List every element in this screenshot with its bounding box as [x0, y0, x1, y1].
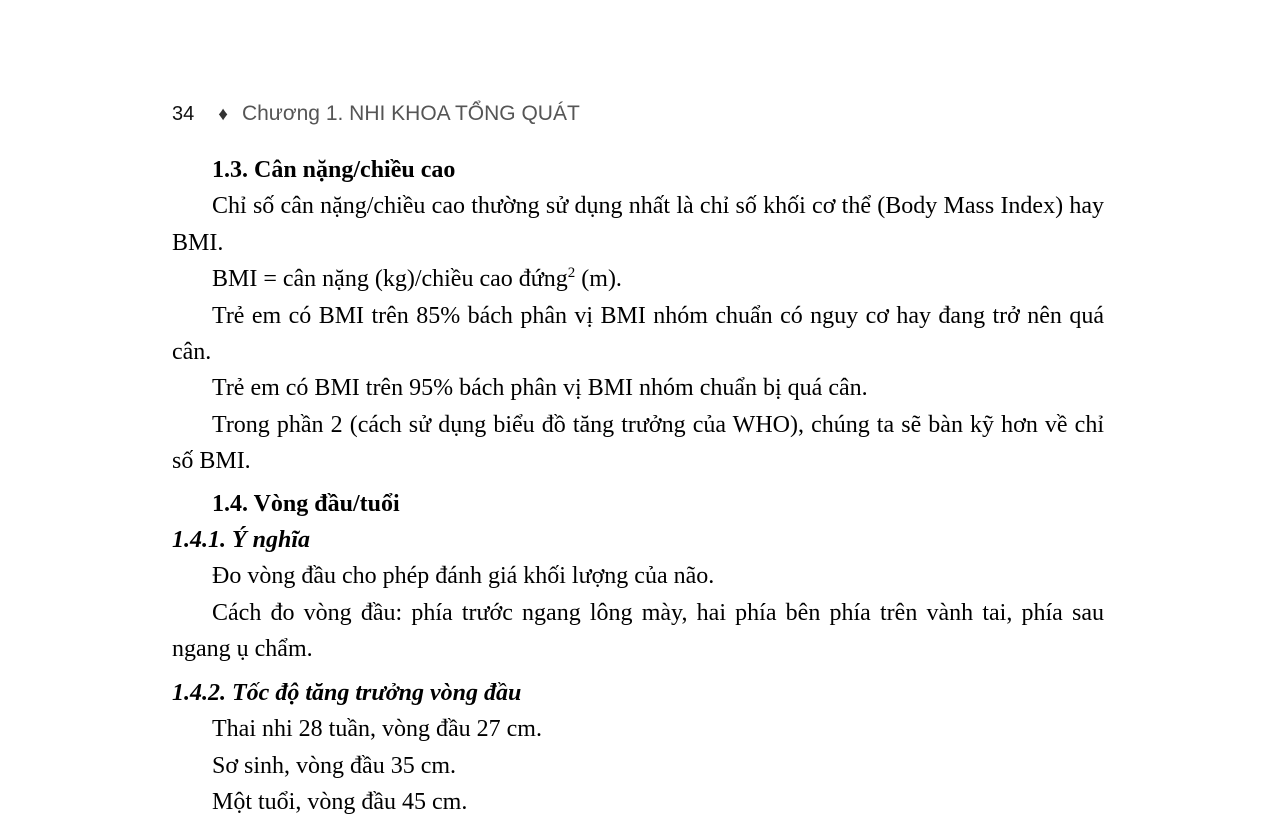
- paragraph: Trẻ em có BMI trên 95% bách phân vị BMI nhóm chuẩn bị quá cân.: [212, 375, 868, 402]
- subsection-heading-1-4-1: 1.4.1. Ý nghĩa: [172, 527, 311, 554]
- formula-text: BMI = cân nặng (kg)/chiều cao đứng: [212, 266, 568, 293]
- subsection-heading-1-4-2: 1.4.2. Tốc độ tăng trưởng vòng đầu: [172, 679, 522, 706]
- diamond-icon: ♦: [218, 104, 228, 125]
- list-item: Một tuổi, vòng đầu 45 cm.: [212, 788, 468, 815]
- chapter-title: Chương 1. NHI KHOA TỔNG QUÁT: [241, 102, 580, 125]
- paragraph: Đo vòng đầu cho phép đánh giá khối lượng của não.: [212, 563, 715, 590]
- list-item: Sơ sinh, vòng đầu 35 cm.: [212, 752, 457, 779]
- bmi-formula: [172, 261, 1104, 297]
- section-heading-1-4: 1.4. Vòng đầu/tuổi: [212, 490, 400, 517]
- paragraph: Trong phần 2 (cách sử dụng biểu đồ tăng trưởng của WHO), chúng ta sẽ bàn kỹ hơn về chỉ số BMI.: [172, 411, 1104, 475]
- formula-superscript: 2: [567, 265, 576, 282]
- paragraph: Cách đo vòng đầu: phía trước ngang lông mày, hai phía bên phía trên vành tai, phía sau ngang ụ chẩm.: [172, 599, 1104, 663]
- paragraph: Chỉ số cân nặng/chiều cao thường sử dụng nhất là chỉ số khối cơ thể (Body Mass Index) hay BMI.: [172, 193, 1104, 256]
- running-header: [172, 97, 1104, 131]
- page-number: 34: [172, 103, 195, 125]
- formula-unit: (m).: [575, 266, 622, 293]
- body-text: [172, 152, 1104, 820]
- document-page: [172, 97, 1104, 820]
- paragraph: Trẻ em có BMI trên 85% bách phân vị BMI nhóm chuẩn có nguy cơ hay đang trở nên quá cân.: [172, 302, 1104, 366]
- list-item: Thai nhi 28 tuần, vòng đầu 27 cm.: [212, 716, 542, 743]
- section-heading-1-3: 1.3. Cân nặng/chiều cao: [212, 157, 456, 183]
